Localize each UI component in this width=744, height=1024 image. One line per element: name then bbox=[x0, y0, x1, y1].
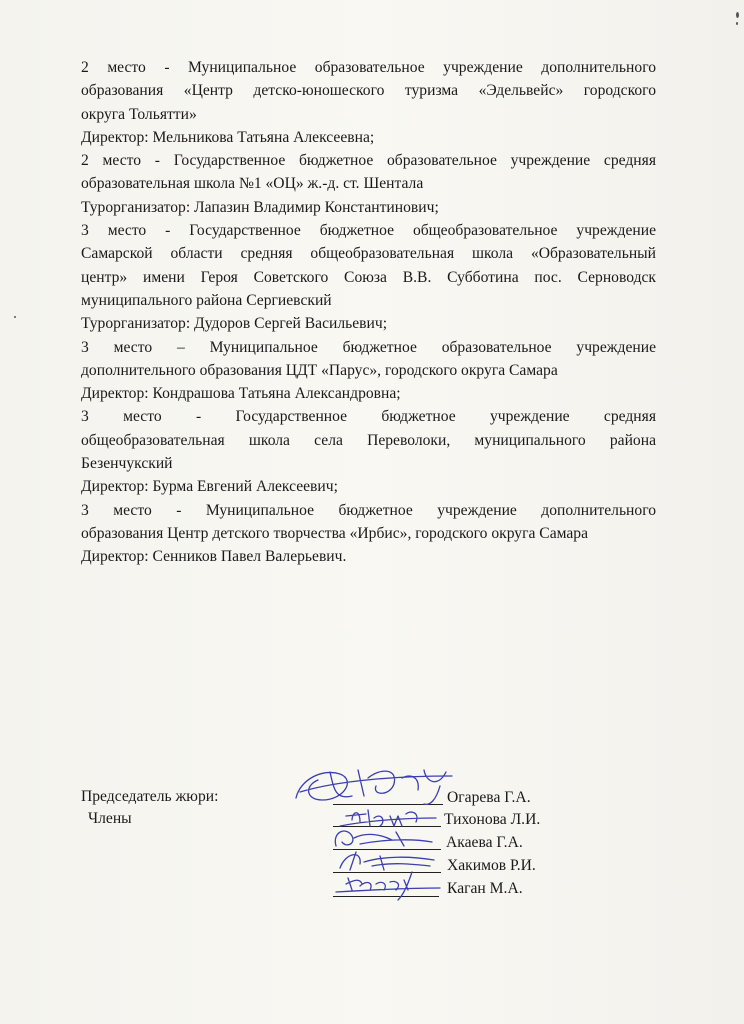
text-line: 3 место - Государственное бюджетное учреждение средняя bbox=[81, 408, 656, 426]
text-line: Директор: Кондрашова Татьяна Александровна; bbox=[81, 385, 401, 403]
signature-line bbox=[333, 896, 439, 897]
text-line: 3 место - Муниципальное бюджетное учреждение дополнительного bbox=[81, 501, 656, 519]
member-name: Хакимов Р.И. bbox=[447, 857, 536, 874]
members-label: Члены bbox=[88, 810, 132, 827]
member-name: Каган М.А. bbox=[447, 880, 523, 897]
member-name: Тихонова Л.И. bbox=[444, 811, 541, 828]
text-line: 2 место - Муниципальное образовательное учреждение дополнительного bbox=[81, 59, 656, 76]
text-line: 2 место - Государственное бюджетное образовательное учреждение средняя bbox=[81, 152, 656, 170]
text-line: Безенчукский bbox=[81, 455, 173, 473]
text-line: общеобразовательная школа села Переволоки, муниципального района bbox=[81, 431, 656, 449]
text-line: 3 место – Муниципальное бюджетное образовательное учреждение bbox=[81, 338, 656, 356]
chair-name: Огарева Г.А. bbox=[447, 789, 531, 806]
text-line: Директор: Мельникова Татьяна Алексеевна; bbox=[81, 128, 375, 146]
text-line: образовательная школа №1 «ОЦ» ж.-д. ст. Шентала bbox=[81, 175, 424, 193]
text-line: Директор: Бурма Евгений Алексеевич; bbox=[81, 478, 338, 496]
signature-line bbox=[333, 872, 441, 873]
text-line: Директор: Сенников Павел Валерьевич. bbox=[81, 548, 347, 566]
member-name: Акаева Г.А. bbox=[446, 834, 523, 851]
text-line: Турорганизатор: Дудоров Сергей Васильевич; bbox=[81, 315, 388, 333]
text-line: дополнительного образования ЦДТ «Парус», городского округа Самара bbox=[81, 361, 558, 379]
text-line: 3 место - Государственное бюджетное общеобразовательное учреждение bbox=[81, 222, 656, 240]
signature-line bbox=[333, 804, 443, 805]
text-line: муниципального района Сергиевский bbox=[81, 291, 332, 309]
text-line: центр» имени Героя Советского Союза В.В. Субботина пос. Серноводск bbox=[81, 268, 656, 286]
text-line: Турорганизатор: Лапазин Владимир Константинович; bbox=[81, 198, 439, 216]
chair-label: Председатель жюри: bbox=[81, 788, 219, 805]
text-line: округа Тольятти» bbox=[81, 105, 197, 123]
text-line: образования Центр детского творчества «Ирбис», городского округа Самара bbox=[81, 524, 589, 542]
text-line: образования «Центр детско-юношеского туризма «Эдельвейс» городского bbox=[81, 82, 656, 100]
signature-line bbox=[333, 849, 441, 850]
signature-line bbox=[333, 826, 441, 827]
text-line: Самарской области средняя общеобразовательная школа «Образовательный bbox=[81, 245, 656, 263]
